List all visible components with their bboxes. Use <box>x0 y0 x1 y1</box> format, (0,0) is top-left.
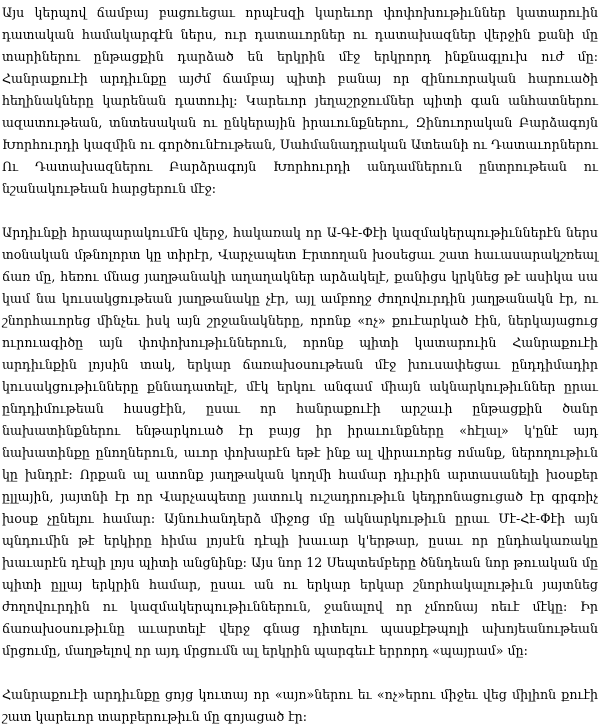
paragraph-vote-difference: Հանրաքուէի արդիւնքը ցոյց կուտայ որ «այո»ներու եւ «ոչ»երու միջեւ վեց միլիոն քուէի շատ կարեւոր տարբերութիւն մը գոյացած էր: <box>2 687 598 724</box>
paragraph-constitutional-changes: Այս կերպով ճամբայ բացուեցաւ որպէսզի կարեւոր փոփոխութիւններ կատարուին դատական համակարգէն ներս, ուր դատաւորներ ու դատախազներ վերջին քանի մը տարիներու ընթացքին դարձած են երկրին մէջ երկրորդ ինքնագլուխ ուժ մը: Հանրաքուէի արդիւնքը այժմ ճամբայ պիտի բանայ որ զինուորական հարուածի հեղինակները կարենան դատուիլ: Կարեւոր յեղաշրջումներ պիտի գան անհատներու ազատութեան, տնտեսական ու ընկերային իրաւունքներու, Զինուորական Բարձագոյն Խորհուրդի կազմին ու գործունէութեան, Սահմանադրական Ատեանի ու Դատաւորներու Ու Դատախազներու Բարձրագոյն Խորհուրդի անդամներուն ընտրութեան ու նշանակութեան հարցերուն մէջ: <box>2 5 598 196</box>
paragraph-results-speech: Արդիւնքի հրապարակումէն վերջ, հակառակ որ Ա-Գէ-Փէի կազմակերպութիւններէն ներս տօնական մթնոլորտ կը տիրէր, Վարչապետ Էրտողան խօսեցաւ շատ հաւասարակշռեալ ճառ մը, հեռու մնաց յաղթանակի աղաղակներ արձակելէ, քանիցս կրկնեց թէ ասիկա սա կամ նա կուսակցութեան յաղթանակը չէր, այլ ամբողջ ժողովուրդին յաղթանակն էր, ու շնորհաւորեց մինչեւ իսկ այն շրջանակները, որոնք «ոչ» քուէարկած էին, ներկայացուց ուրուագիծը այն փոփոխութիւններուն, որոնք պիտի կատարուին Հանրաքուէի արդիւնքին լոյսին տակ, երկար ճառախօսութեան մէջ խուսափեցաւ ընդդիմադիր կուսակցութիւնները քննադատելէ, մէկ երկու անգամ միայն ակնարկութիւններ ըրաւ ընդդիմութեան հասցէին, ըսաւ որ հանրաքուէի արշաւի ընթացքին ծանր նախատինքներու ենթարկուած էր բայց իր իրաւունքները «հէլալ» կ'ընէ այդ նախատինքը ընողներուն, աւոր փոխարէն եթէ ինք ալ վիրաւորեց ոմանք, ներողութիւն կը խնդրէ: Որքան ալ ատոնք յաղթական կողմի համար դիւրին արտասանելի խօսքեր ըլլային, յայտնի էր որ Վարչապետը յատուկ ուշադրութիւն կեդրոնացուցած էր գրգռիչ խօսք չընելու համար: Այնուհանդերձ միջոց մը ակնարկութիւն ըրաւ Մէ-Հէ-Փէի այն պնդումին թէ երկիրը հիմա լոյսէն դէպի խաւար կ'երթար, ըսաւ որ ընդհակառակը խաւարէն դէպի լոյս պիտի անցնինք: Այս նոր 12 Սեպտեմբերը ծննդեան նոր թուական մը պիտի ըլլայ երկրին համար, ըսաւ ան ու երկար երկար շնորհակալութիւն յայտնեց ժողովուրդին ու կազմակերպութիւններուն, ջանալով որ չմոռնայ ոեւէ մէկը: Իր ճառախօսութիւնը աւարտելէ վերջ գնաց դիտելու պասքէթպոլի ախոյեանութեան մրցումը, մաղթելով որ այդ մրցումն ալ երկրին պարգեւէ երրորդ «պայրամ» մը: <box>2 225 598 658</box>
